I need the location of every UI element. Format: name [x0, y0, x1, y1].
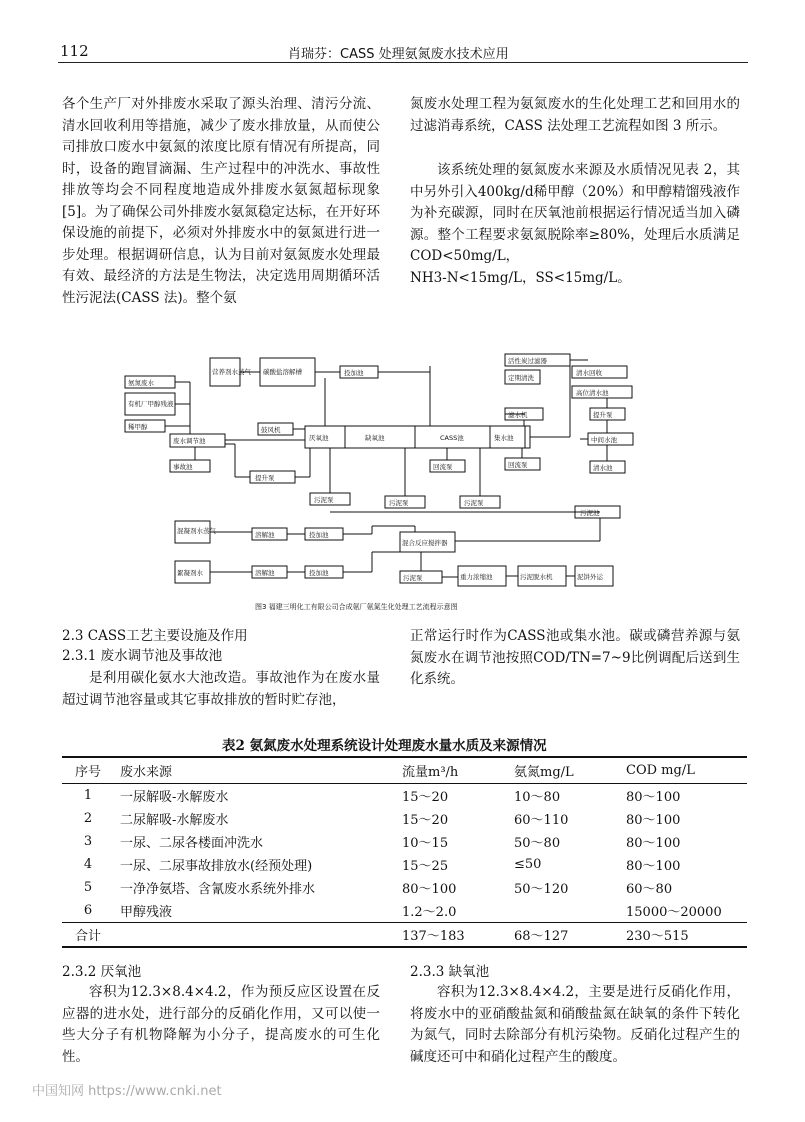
cell-cod: 15000～20000	[626, 905, 722, 920]
label-b15: 滤水机	[508, 411, 528, 419]
table-title: 表2 氨氮废水处理系统设计处理废水量水质及来源情况	[222, 738, 547, 754]
section-2-3-2-text: 容积为12.3×8.4×4.2，作为预反应区设置在反应器的进水处，进行部分的反硝化作用，又可以使一些大分子有机物降解为小分子，提高废水的可生化性。	[62, 984, 380, 1065]
cell-ammonia	[508, 899, 620, 923]
col-header-ammonia: 氨氮mg/L	[514, 765, 574, 780]
label-b25: 高位清水池	[576, 389, 609, 397]
section-2-3-3-heading: 2.3.3 缺氧池	[410, 964, 490, 980]
label-b32: 混合反应搅拌器	[402, 539, 448, 547]
label-b34: 溶解池	[255, 569, 275, 577]
label-b10: 鼓风机	[261, 426, 281, 434]
cell-ammonia: 60～110	[514, 813, 569, 828]
label-b29: 混凝剂水蒸气	[177, 527, 216, 535]
col-header-source: 废水来源	[120, 765, 173, 780]
label-b20: 污泥泵	[464, 499, 484, 507]
cell-total-source	[114, 923, 396, 948]
intro-paragraph-right-1: 氮废水处理工程为氨氮废水的生化处理工艺和回用水的过滤消毒系统，CASS 法处理工艺流程如图 3 所示。	[410, 96, 740, 134]
cell-no: 3	[83, 834, 93, 849]
label-b31: 投加池	[309, 531, 329, 539]
figure-caption: 图3 福建三明化工有限公司合成氨厂氨氮生化处理工艺流程示意图	[255, 603, 458, 611]
col-header-no: 序号	[74, 765, 101, 780]
cell-flow: 10～15	[402, 836, 449, 851]
cell-source: 一尿、二尿事故排放水(经预处理)	[120, 859, 313, 874]
cell-source: 甲醇残液	[120, 905, 173, 920]
label-b5: 事故池	[173, 463, 193, 471]
cell-flow: 15～20	[402, 813, 449, 828]
label-b22: 活性炭过滤器	[508, 357, 547, 365]
label-b28: 清水池	[593, 464, 613, 472]
cell-source: 二尿解吸-水解废水	[120, 813, 229, 828]
table-row	[62, 784, 747, 808]
table-row	[62, 807, 747, 830]
intro-paragraph-right-3: NH3-N<15mg/L，SS<15mg/L。	[410, 270, 631, 286]
cell-no: 6	[83, 903, 93, 918]
label-b18: 污泥泵	[314, 496, 334, 504]
label-b17: 回流泵	[508, 461, 528, 469]
section-2-3-2-heading: 2.3.2 厌氧池	[62, 964, 142, 980]
col-header-cod: COD mg/L	[626, 763, 695, 778]
label-b11: 厌氧池	[309, 434, 329, 442]
table-total-row	[62, 923, 747, 948]
cell-cod: 80～100	[626, 836, 681, 851]
label-b24: 清水回收	[576, 369, 602, 377]
header-rule	[58, 62, 748, 63]
intro-paragraph-left: 各个生产厂对外排废水采取了源头治理、清污分流、清水回收利用等措施，减少了废水排放量，从而使公司排放口废水中氨氮的浓度比原有情况有所提高，同时，设备的跑冒滴漏、生产过程中的冲洗水、事故性排放等均会不同程度地造成外排废水氨氮超标现象[5]。为了确保公司外排废水氨氮稳定达标，在开好环保设施的前提下，必须对外排废水中的氨氮进行进一步处理。根据调研信息，认为目前对氨氮废水处理最有效、最经济的方法是生物法，决定选用周期循环活性污泥法(CASS 法)。整个氨	[62, 96, 380, 306]
table-row	[62, 853, 747, 876]
cell-no: 5	[83, 880, 93, 895]
label-b9: 投加池	[344, 369, 364, 377]
label-b23: 定期清洗	[508, 374, 534, 382]
label-b21: 污泥池	[580, 509, 600, 517]
running-title: 肖瑞芬：CASS 处理氨氮废水技术应用	[288, 47, 509, 62]
cnki-watermark: 中国知网 https://www.cnki.net	[32, 1084, 222, 1099]
cell-flow: 80～100	[402, 882, 457, 897]
label-b27: 中间水池	[591, 436, 617, 444]
label-b8: 碳酸盐溶解槽	[263, 368, 302, 376]
label-b26: 提升泵	[593, 411, 613, 419]
section-2-3-heading: 2.3 CASS工艺主要设施及作用	[62, 628, 248, 644]
label-b13: CASS池	[440, 434, 464, 442]
label-b14: 集水池	[494, 434, 514, 442]
label-b35: 投加池	[309, 569, 329, 577]
cell-flow: 15～25	[402, 859, 449, 874]
cell-total-cod: 230～515	[626, 929, 689, 944]
table-row	[62, 876, 747, 899]
cell-cod: 60～80	[626, 882, 673, 897]
cell-total-label: 合计	[74, 929, 101, 944]
label-b6: 提升泵	[255, 474, 275, 482]
col-header-flow: 流量m³/h	[402, 765, 459, 780]
section-2-3-3-text: 容积为12.3×8.4×4.2，主要是进行反硝化作用，将废水中的亚硝酸盐氮和硝酸盐氮在缺氧的条件下转化为氮气，同时去除部分有机污染物。反硝化过程产生的碱度还可中和硝化过程产生的酸度。	[410, 984, 740, 1065]
cell-ammonia: 10～80	[514, 790, 561, 805]
label-b16: 回流泵	[433, 463, 453, 471]
process-flow-diagram	[110, 336, 670, 616]
label-b30: 溶解池	[255, 531, 275, 539]
cell-no: 1	[83, 788, 93, 803]
cell-total-ammonia: 68～127	[514, 929, 569, 944]
cell-ammonia: 50～120	[514, 882, 569, 897]
label-b38: 污泥脱水机	[520, 573, 553, 581]
wastewater-source-table	[62, 756, 747, 948]
cell-ammonia: ≤50	[514, 857, 542, 872]
cell-flow: 15～20	[402, 790, 449, 805]
intro-paragraph-right-2: 该系统处理的氨氮废水来源及水质情况见表 2，其中另外引入400kg/d稀甲醇（20%）和甲醇精馏残液作为补充碳源，同时在厌氧池前根据运行情况适当加入磷源。整个工程要求氨氮脱除率≥80%，处理后水质满足COD<50mg/L，	[410, 162, 740, 264]
label-b19: 污泥泵	[389, 499, 409, 507]
table-row	[62, 899, 747, 923]
label-b4: 废水调节池	[173, 437, 206, 445]
cell-no: 4	[83, 857, 93, 872]
cell-total-flow: 137～183	[402, 929, 465, 944]
section-2-3-1-heading: 2.3.1 废水调节池及事故池	[62, 648, 223, 664]
section-2-3-1-text-right: 正常运行时作为CASS池或集水池。碳或磷营养源与氨氮废水在调节池按照COD/TN=7~9比例调配后送到生化系统。	[410, 628, 740, 687]
cell-no: 2	[83, 811, 93, 826]
cell-source: 一尿解吸-水解废水	[120, 790, 229, 805]
cell-cod: 80～100	[626, 859, 681, 874]
table-row	[62, 830, 747, 853]
section-2-3-1-text-left: 是利用碳化氨水大池改造。事故池作为在废水量超过调节池容量或其它事故排放的暂时贮存池，	[62, 670, 380, 708]
flow-diagram-svg	[110, 336, 670, 616]
cell-source: 一尿、二尿各楼面冲洗水	[120, 836, 264, 851]
table-header-row	[62, 757, 747, 784]
cell-source: 一净净氨塔、含氰废水系统外排水	[120, 882, 316, 897]
label-b12: 缺氧池	[365, 434, 385, 442]
label-b39: 泥饼外运	[577, 573, 603, 581]
cell-flow: 1.2～2.0	[402, 905, 457, 920]
label-b33: 絮凝剂水	[177, 569, 203, 577]
label-b7: 营养剂水蒸气	[212, 368, 251, 376]
page-number: 112	[60, 42, 89, 60]
cell-ammonia: 50～80	[514, 836, 561, 851]
cell-cod: 80～100	[626, 790, 681, 805]
label-b36: 污泥泵	[403, 574, 423, 582]
label-b3: 稀甲醇	[128, 423, 148, 431]
label-b37: 重力浓缩池	[460, 573, 493, 581]
label-b1: 氨氮废水	[128, 379, 154, 387]
label-b2: 有机厂甲醇残液	[128, 400, 174, 408]
cell-cod: 80～100	[626, 813, 681, 828]
